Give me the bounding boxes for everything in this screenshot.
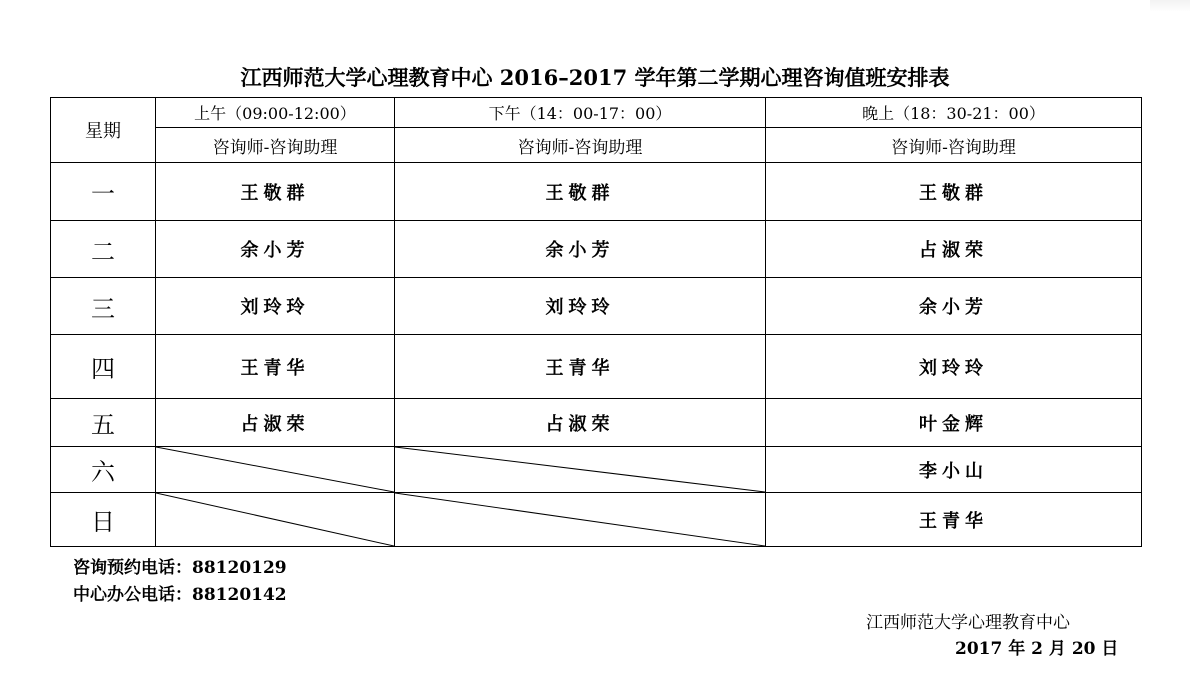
morning-cell: 占淑荣 xyxy=(156,399,395,447)
day-cell: 一 xyxy=(51,163,156,221)
table-row xyxy=(51,335,1142,399)
afternoon-cell: 王青华 xyxy=(395,335,766,399)
evening-cell: 刘玲玲 xyxy=(766,335,1142,399)
diagonal-slash xyxy=(395,493,765,546)
period-header-evening: 晚上（18：30-21：00） xyxy=(766,98,1142,128)
day-column-header: 星期 xyxy=(51,98,156,163)
afternoon-cell: 王敬群 xyxy=(395,163,766,221)
header-row xyxy=(51,98,1142,128)
afternoon-cell: 占淑荣 xyxy=(395,399,766,447)
day-cell: 六 xyxy=(51,447,156,493)
footer-organization: 江西师范大学心理教育中心 xyxy=(866,613,1070,633)
morning-cell: 王敬群 xyxy=(156,163,395,221)
footer-date: 2017 年 2 月 20 日 xyxy=(955,639,1119,659)
afternoon-cell: 刘玲玲 xyxy=(395,278,766,335)
corner-shadow xyxy=(1150,0,1190,12)
table-row xyxy=(51,493,1142,547)
evening-cell: 王青华 xyxy=(766,493,1142,547)
table-row xyxy=(51,278,1142,335)
morning-cell: 余小芳 xyxy=(156,221,395,278)
role-header-evening: 咨询师-咨询助理 xyxy=(766,128,1142,163)
day-cell: 四 xyxy=(51,335,156,399)
morning-cell-empty xyxy=(156,447,395,493)
table-row xyxy=(51,399,1142,447)
role-header-row xyxy=(51,128,1142,163)
morning-cell: 王青华 xyxy=(156,335,395,399)
morning-cell-empty xyxy=(156,493,395,547)
role-header-afternoon: 咨询师-咨询助理 xyxy=(395,128,766,163)
evening-cell: 叶金辉 xyxy=(766,399,1142,447)
evening-cell: 李小山 xyxy=(766,447,1142,493)
office-phone: 中心办公电话：88120142 xyxy=(73,585,287,605)
evening-cell: 占淑荣 xyxy=(766,221,1142,278)
day-cell: 日 xyxy=(51,493,156,547)
diagonal-slash xyxy=(156,447,394,492)
day-cell: 二 xyxy=(51,221,156,278)
morning-cell: 刘玲玲 xyxy=(156,278,395,335)
diagonal-slash xyxy=(156,493,394,546)
table-row xyxy=(51,163,1142,221)
table-row xyxy=(51,221,1142,278)
page-title: 江西师范大学心理教育中心 2016–2017 学年第二学期心理咨询值班安排表 xyxy=(240,65,950,90)
day-cell: 五 xyxy=(51,399,156,447)
role-header-morning: 咨询师-咨询助理 xyxy=(156,128,395,163)
period-header-afternoon: 下午（14：00-17：00） xyxy=(395,98,766,128)
diagonal-slash xyxy=(395,447,765,492)
day-cell: 三 xyxy=(51,278,156,335)
evening-cell: 余小芳 xyxy=(766,278,1142,335)
booking-phone: 咨询预约电话：88120129 xyxy=(73,558,287,578)
schedule-table xyxy=(50,97,1142,547)
afternoon-cell-empty xyxy=(395,447,766,493)
table-row xyxy=(51,447,1142,493)
afternoon-cell: 余小芳 xyxy=(395,221,766,278)
period-header-morning: 上午（09:00-12:00） xyxy=(156,98,395,128)
evening-cell: 王敬群 xyxy=(766,163,1142,221)
afternoon-cell-empty xyxy=(395,493,766,547)
